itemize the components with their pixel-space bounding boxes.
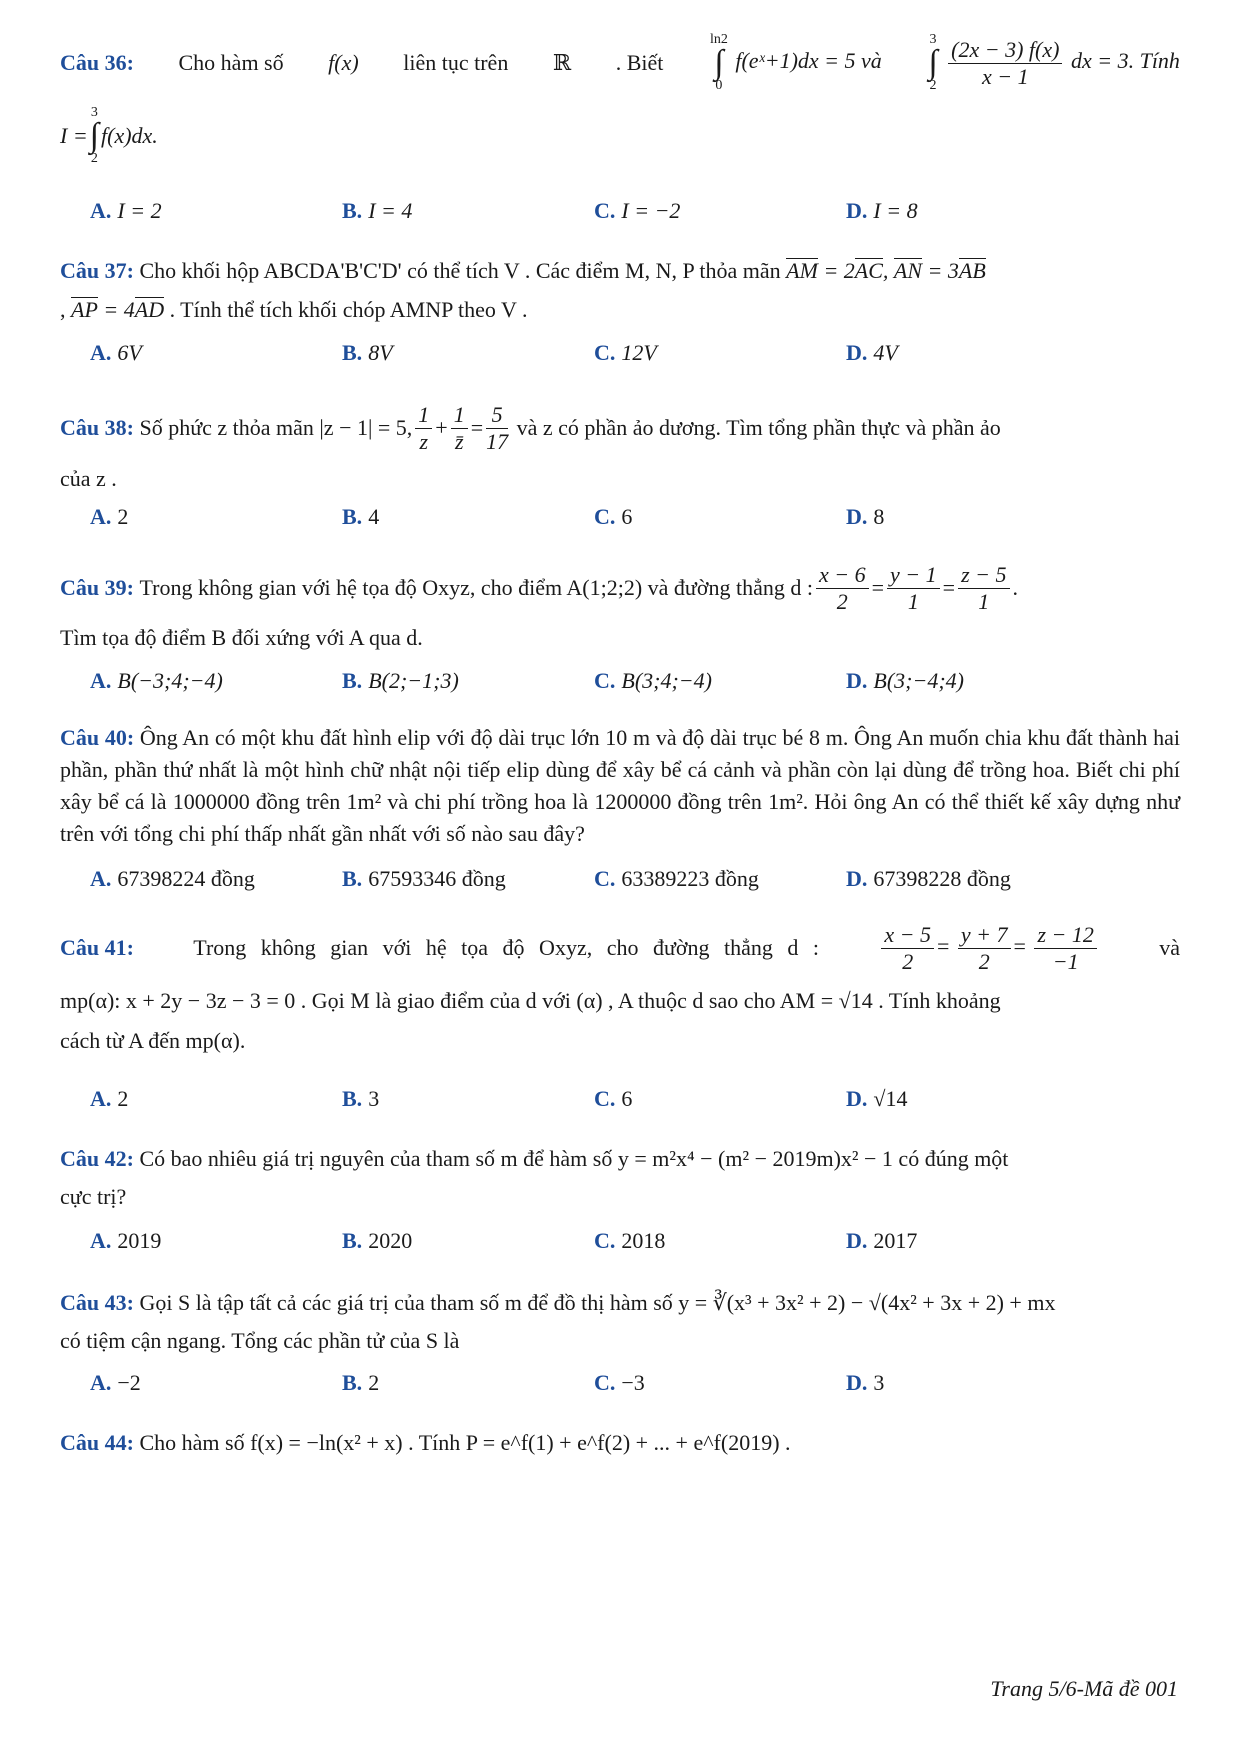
option-b[interactable]: B. 67593346 đồng xyxy=(342,866,506,891)
question-43-label: Câu 43: xyxy=(60,1290,134,1315)
option-c[interactable]: C. −3 xyxy=(594,1370,645,1395)
question-43-options xyxy=(90,1370,1180,1406)
line-d-fraction-z: $\frac{z - 5}{1}$ xyxy=(958,562,1009,615)
line-d-fraction-y: $\frac{y - 1}{1}$ xyxy=(887,562,940,615)
question-41-text1: Trong không gian với hệ tọa độ Oxyz, cho đường thẳng d : xyxy=(193,935,820,960)
integral-sign-icon: ∫ xyxy=(714,44,724,81)
question-36-label: Câu 36: xyxy=(60,50,134,75)
question-37-text2: . Tính thể tích khối chóp AMNP theo V . xyxy=(169,297,528,322)
fraction-1-over-z: $\frac{1}{z}$ xyxy=(415,402,432,455)
integral-sign-icon: ∫ xyxy=(928,44,938,81)
question-37-text1: Cho khối hộp ABCDA'B'C'D' có thể tích V . Các điểm M, N, P thỏa mãn xyxy=(139,258,781,283)
line-d-fraction-y: $\frac{y + 7}{2}$ xyxy=(958,922,1011,975)
question-41: Câu 41: Trong không gian với hệ tọa độ Oxyz, cho đường thẳng d : $\frac{x - 5}{2}$ = $\frac{y + 7}{2}$ = $\frac{z - 12}{-1}$ và mp(α): x + 2y − 3z − 3 = 0 . Gọi M là giao điểm của d với (α) , A thuộc d sao cho AM = √14 . Tính khoảng cách từ A đến mp(α). xyxy=(60,921,1180,1053)
integral-1-upper: ln2 xyxy=(709,32,728,47)
option-d[interactable]: D. 4V xyxy=(846,340,898,365)
option-d[interactable]: D. 8 xyxy=(846,504,885,529)
question-39-text1: Trong không gian với hệ tọa độ Oxyz, cho điểm A(1;2;2) và đường thẳng d : xyxy=(139,575,813,600)
question-41-options xyxy=(90,1086,1180,1122)
line-d-fraction-x: $\frac{x - 6}{2}$ xyxy=(816,562,869,615)
question-36-dot: . Biết xyxy=(615,50,664,75)
fraction-1-over-zbar: $\frac{1}{z̄}$ xyxy=(451,402,468,455)
option-c[interactable]: C. 2018 xyxy=(594,1228,666,1253)
question-36-lead: Cho hàm số xyxy=(178,50,284,75)
option-c[interactable]: C. I = −2 xyxy=(594,198,681,223)
integral-2 xyxy=(928,32,937,94)
integral-2-denominator: x − 1 xyxy=(982,63,1029,89)
question-40-label: Câu 40: xyxy=(60,725,135,750)
question-40 xyxy=(60,722,1180,850)
option-c[interactable]: C. 6 xyxy=(594,1086,633,1111)
option-a[interactable]: A. 6V xyxy=(90,340,142,365)
question-36-mid: liên tục trên xyxy=(403,50,509,75)
integral-2-lower: 2 xyxy=(929,78,937,93)
integral-sign-icon: ∫ xyxy=(89,117,99,154)
fraction-5-over-17: $\frac{5}{17}$ xyxy=(486,401,509,454)
question-43-text2: có tiệm cận ngang. Tổng các phần tử của S là xyxy=(60,1328,460,1353)
option-b[interactable]: B. 2020 xyxy=(342,1228,413,1253)
question-41-text2: mp(α): x + 2y − 3z − 3 = 0 . Gọi M là giao điểm của d với (α) , A thuộc d sao cho AM = √14 . Tính khoảng xyxy=(60,988,1001,1013)
integral-I-lower: 2 xyxy=(90,151,98,166)
vector-expression-2: AP = 4AD xyxy=(71,297,165,322)
question-44-label: Câu 44: xyxy=(60,1430,134,1455)
line-d-fraction-z: $\frac{z - 12}{-1}$ xyxy=(1034,922,1096,975)
integral-2-tail: dx = 3. Tính xyxy=(1070,48,1180,74)
question-37 xyxy=(60,252,1180,330)
question-44-text1: Cho hàm số f(x) = −ln(x² + x) . Tính P = e^f(1) + e^f(2) + ... + e^f(2019) . xyxy=(139,1430,791,1455)
question-38: Câu 38: Số phức z thỏa mãn |z − 1| = 5, $\frac{1}{z}$ + $\frac{1}{z̄}$ = $\frac{5}{17}$ và z có phần ảo dương. Tìm tổng phần thực và phần ảo của z . xyxy=(60,401,1001,491)
option-a[interactable]: A. 2 xyxy=(90,504,129,529)
question-44 xyxy=(60,1424,1180,1462)
question-39-label: Câu 39: xyxy=(60,575,134,600)
question-41-text3: cách từ A đến mp(α). xyxy=(60,1028,246,1053)
question-37-line2-lead: , xyxy=(60,297,71,322)
option-a[interactable]: A. 2 xyxy=(90,1086,129,1111)
question-41-label: Câu 41: xyxy=(60,935,134,960)
question-36 xyxy=(60,30,1180,176)
option-c[interactable]: C. 12V xyxy=(594,340,657,365)
option-b[interactable]: B. 4 xyxy=(342,504,380,529)
option-b[interactable]: B. 8V xyxy=(342,340,393,365)
question-36-options xyxy=(90,198,1180,234)
option-d[interactable]: D. 2017 xyxy=(846,1228,918,1253)
question-38-text2: và z có phần ảo dương. Tìm tổng phần thực và phần ảo xyxy=(516,415,1001,440)
integral-I-upper: 3 xyxy=(90,105,98,120)
option-d[interactable]: D. 3 xyxy=(846,1370,885,1395)
option-b[interactable]: B. 3 xyxy=(342,1086,380,1111)
option-a[interactable]: A. B(−3;4;−4) xyxy=(90,668,223,693)
question-38-label: Câu 38: xyxy=(60,415,134,440)
integral-1-lower: 0 xyxy=(715,78,723,93)
question-42-label: Câu 42: xyxy=(60,1146,134,1171)
question-39: Câu 39: Trong không gian với hệ tọa độ Oxyz, cho điểm A(1;2;2) và đường thẳng d : $\frac{x - 6}{2}$ = $\frac{y - 1}{1}$ = $\frac{z - 5}{1}$ . Tìm tọa độ điểm B đối xứng với A qua d. xyxy=(60,561,1018,650)
question-40-body: Ông An có một khu đất hình elip với độ dài trục lớn 10 m và độ dài trục bé 8 m. Ông An muốn chia khu đất thành hai phần, phần thứ nhất là một hình chữ nhật nội tiếp elip dùng để xây bể cá cảnh và phần còn lại dùng để trồng hoa. Biết chi phí xây bể cá là 1000000 đồng trên 1m² và chi phí trồng hoa là 1200000 đồng trên 1m². Hỏi ông An có thể thiết kế xây dựng như trên với tổng chi phí thấp nhất gần nhất với số nào sau đây? xyxy=(60,725,1180,846)
integral-2-fraction xyxy=(948,37,1062,90)
option-d[interactable]: D. 67398228 đồng xyxy=(846,866,1011,891)
option-a[interactable]: A. 2019 xyxy=(90,1228,162,1253)
option-a[interactable]: A. −2 xyxy=(90,1370,141,1395)
integral-1-body: f(eˣ+1)dx = 5 và xyxy=(735,48,882,74)
option-a[interactable]: A. 67398224 đồng xyxy=(90,866,255,891)
option-c[interactable]: C. 63389223 đồng xyxy=(594,866,759,891)
option-d[interactable]: D. √14 xyxy=(846,1086,908,1111)
integral-I xyxy=(90,105,99,167)
option-d[interactable]: D. I = 8 xyxy=(846,198,918,223)
integral-1 xyxy=(710,32,728,94)
question-41-and: và xyxy=(1159,935,1180,960)
integral-I-lead: I = xyxy=(60,123,88,148)
option-b[interactable]: B. I = 4 xyxy=(342,198,413,223)
option-b[interactable]: B. B(2;−1;3) xyxy=(342,668,459,693)
integral-2-upper: 3 xyxy=(929,32,937,47)
question-43-text1: Gọi S là tập tất cả các giá trị của tham số m để đồ thị hàm số y = ∛(x³ + 3x² + 2) − √(4x² + 3x + 2) + mx xyxy=(139,1290,1056,1315)
integral-2-numerator: (2x − 3) f(x) xyxy=(948,37,1062,64)
option-c[interactable]: C. B(3;4;−4) xyxy=(594,668,712,693)
question-39-options xyxy=(90,668,1180,704)
question-37-label: Câu 37: xyxy=(60,258,134,283)
question-39-text2: Tìm tọa độ điểm B đối xứng với A qua d. xyxy=(60,625,423,650)
page-footer: Trang 5/6-Mã đề 001 xyxy=(990,1676,1178,1701)
question-36-fx: f(x) xyxy=(328,50,359,75)
question-42-text2: cực trị? xyxy=(60,1184,127,1209)
question-42-text1: Có bao nhiêu giá trị nguyên của tham số m để hàm số y = m²x⁴ − (m² − 2019m)x² − 1 có đúng một xyxy=(139,1146,1009,1171)
question-36-R: ℝ xyxy=(552,50,572,75)
question-43 xyxy=(60,1284,1180,1360)
question-38-text3: của z . xyxy=(60,466,117,491)
option-a[interactable]: A. I = 2 xyxy=(90,198,162,223)
option-c[interactable]: C. 6 xyxy=(594,504,633,529)
vector-expression-1: AM = 2AC, AN = 3AB xyxy=(786,258,986,283)
question-38-text1: Số phức z thỏa mãn |z − 1| = 5, xyxy=(139,415,413,440)
question-42-options xyxy=(90,1228,1180,1264)
integral-I-body: f(x)dx. xyxy=(101,123,158,148)
line-d-fraction-x: $\frac{x - 5}{2}$ xyxy=(881,922,934,975)
option-b[interactable]: B. 2 xyxy=(342,1370,380,1395)
question-37-options xyxy=(90,340,1180,376)
question-40-options xyxy=(90,866,1180,902)
question-42 xyxy=(60,1140,1180,1216)
question-38-options xyxy=(90,504,1180,540)
option-d[interactable]: D. B(3;−4;4) xyxy=(846,668,964,693)
